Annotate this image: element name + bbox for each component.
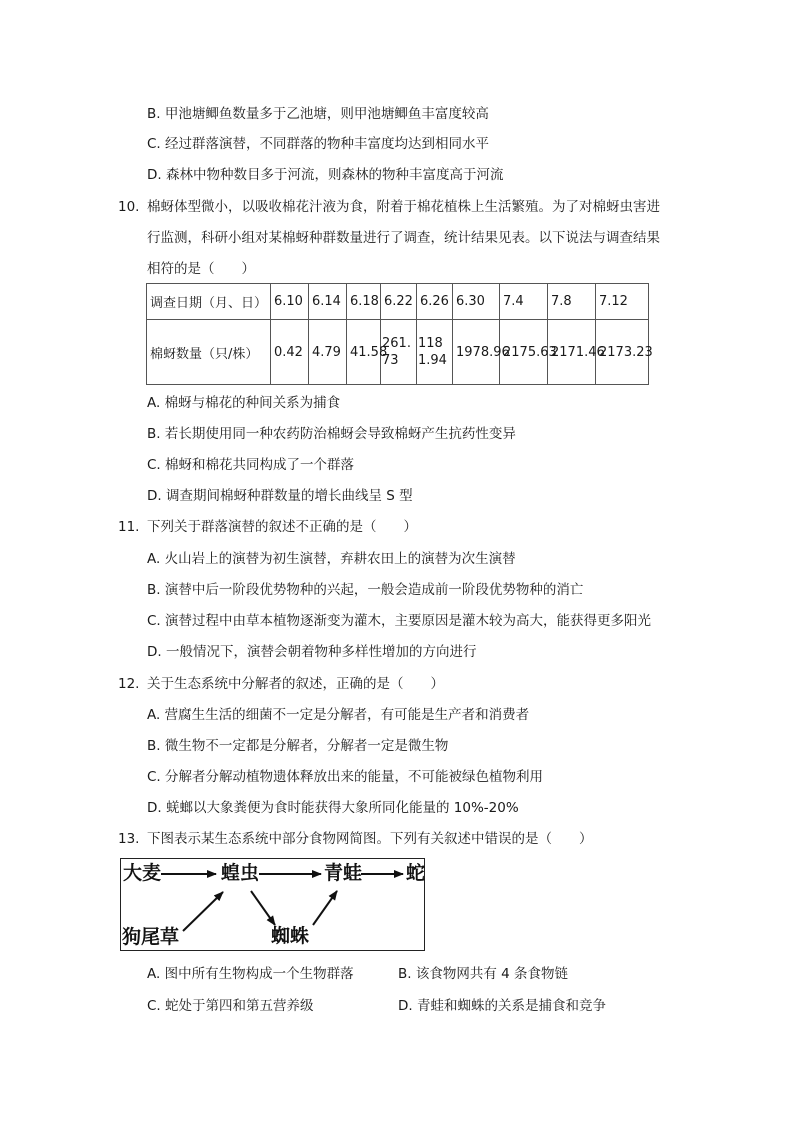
date-cell: 7.4	[500, 284, 548, 320]
organism-frog: 青蛙	[324, 862, 363, 884]
q13-option-b: B. 该食物网共有 4 条食物链	[398, 966, 569, 982]
q12-option-d: D. 蜣螂以大象粪便为食时能获得大象所同化能量的 10%-20%	[147, 800, 519, 816]
q11-option-b: B. 演替中后一阶段优势物种的兴起，一般会造成前一阶段优势物种的消亡	[147, 582, 584, 598]
q9-option-d: D. 森林中物种数目多于河流，则森林的物种丰富度高于河流	[147, 167, 504, 183]
organism-foxtail: 狗尾草	[122, 926, 180, 948]
count-cell: 4.79	[309, 320, 347, 385]
table-row-counts	[147, 320, 649, 385]
q9-option-c: C. 经过群落演替，不同群落的物种丰富度均达到相同水平	[147, 136, 490, 152]
q10-option-c: C. 棉蚜和棉花共同构成了一个群落	[147, 457, 355, 473]
date-cell: 6.22	[381, 284, 417, 320]
q13-number: 13.	[118, 831, 140, 847]
q11-option-a: A. 火山岩上的演替为初生演替，弃耕农田上的演替为次生演替	[147, 551, 516, 567]
date-cell: 7.12	[596, 284, 649, 320]
q10-stem-line1: 棉蚜体型微小，以吸收棉花汁液为食，附着于棉花植株上生活繁殖。为了对棉蚜虫害进	[147, 199, 660, 215]
count-cell: 2175.63	[500, 320, 548, 385]
table-row-dates	[147, 284, 649, 320]
q12-number: 12.	[118, 676, 140, 692]
count-cell: 2171.46	[548, 320, 596, 385]
count-cell: 41.58	[347, 320, 381, 385]
arrow-spider-frog	[313, 891, 337, 925]
q12-stem: 关于生态系统中分解者的叙述，正确的是（ ）	[147, 676, 444, 692]
q12-option-a: A. 营腐生生活的细菌不一定是分解者，有可能是生产者和消费者	[147, 707, 530, 723]
q13-option-a: A. 图中所有生物构成一个生物群落	[147, 966, 354, 982]
date-cell: 6.18	[347, 284, 381, 320]
q10-stem-line2: 行监测，科研小组对某棉蚜种群数量进行了调查，统计结果见表。以下说法与调查结果	[147, 230, 660, 246]
q9-option-b: B. 甲池塘鲫鱼数量多于乙池塘，则甲池塘鲫鱼丰富度较高	[147, 106, 489, 122]
q11-option-d: D. 一般情况下，演替会朝着物种多样性增加的方向进行	[147, 644, 477, 660]
date-cell: 7.8	[548, 284, 596, 320]
date-cell: 6.14	[309, 284, 347, 320]
arrow-foxtail-locust	[183, 892, 223, 931]
q10-option-d: D. 调查期间棉蚜种群数量的增长曲线呈 S 型	[147, 488, 413, 504]
date-cell: 6.10	[271, 284, 309, 320]
q10-option-a: A. 棉蚜与棉花的种间关系为捕食	[147, 395, 341, 411]
row-header-count: 棉蚜数量（只/株）	[147, 320, 271, 385]
arrow-locust-spider	[251, 891, 275, 925]
q13-option-d: D. 青蛙和蜘蛛的关系是捕食和竞争	[398, 998, 606, 1014]
row-header-date: 调查日期（月、日）	[147, 284, 271, 320]
count-cell: 1978.96	[453, 320, 500, 385]
q11-option-c: C. 演替过程中由草本植物逐渐变为灌木，主要原因是灌木较为高大，能获得更多阳光	[147, 613, 652, 629]
q10-stem-line3: 相符的是（ ）	[147, 261, 255, 277]
count-cell: 1181.94	[417, 320, 453, 385]
organism-barley: 大麦	[123, 862, 162, 884]
q12-option-b: B. 微生物不一定都是分解者，分解者一定是微生物	[147, 738, 449, 754]
organism-locust: 蝗虫	[221, 862, 260, 884]
organism-spider: 蜘蛛	[271, 925, 310, 947]
q12-option-c: C. 分解者分解动植物遗体释放出来的能量，不可能被绿色植物利用	[147, 769, 544, 785]
q10-number: 10.	[118, 199, 140, 215]
q11-number: 11.	[118, 519, 140, 535]
count-cell: 2173.23	[596, 320, 649, 385]
date-cell: 6.26	[417, 284, 453, 320]
organism-snake: 蛇	[406, 862, 426, 884]
count-cell: 0.42	[271, 320, 309, 385]
date-cell: 6.30	[453, 284, 500, 320]
q13-option-c: C. 蛇处于第四和第五营养级	[147, 998, 314, 1014]
count-cell: 261.73	[381, 320, 417, 385]
food-web-diagram	[120, 858, 425, 951]
q10-option-b: B. 若长期使用同一种农药防治棉蚜会导致棉蚜产生抗药性变异	[147, 426, 516, 442]
aphid-survey-table	[146, 283, 653, 385]
q13-stem: 下图表示某生态系统中部分食物网简图。下列有关叙述中错误的是（ ）	[147, 831, 593, 847]
q11-stem: 下列关于群落演替的叙述不正确的是（ ）	[147, 519, 417, 535]
